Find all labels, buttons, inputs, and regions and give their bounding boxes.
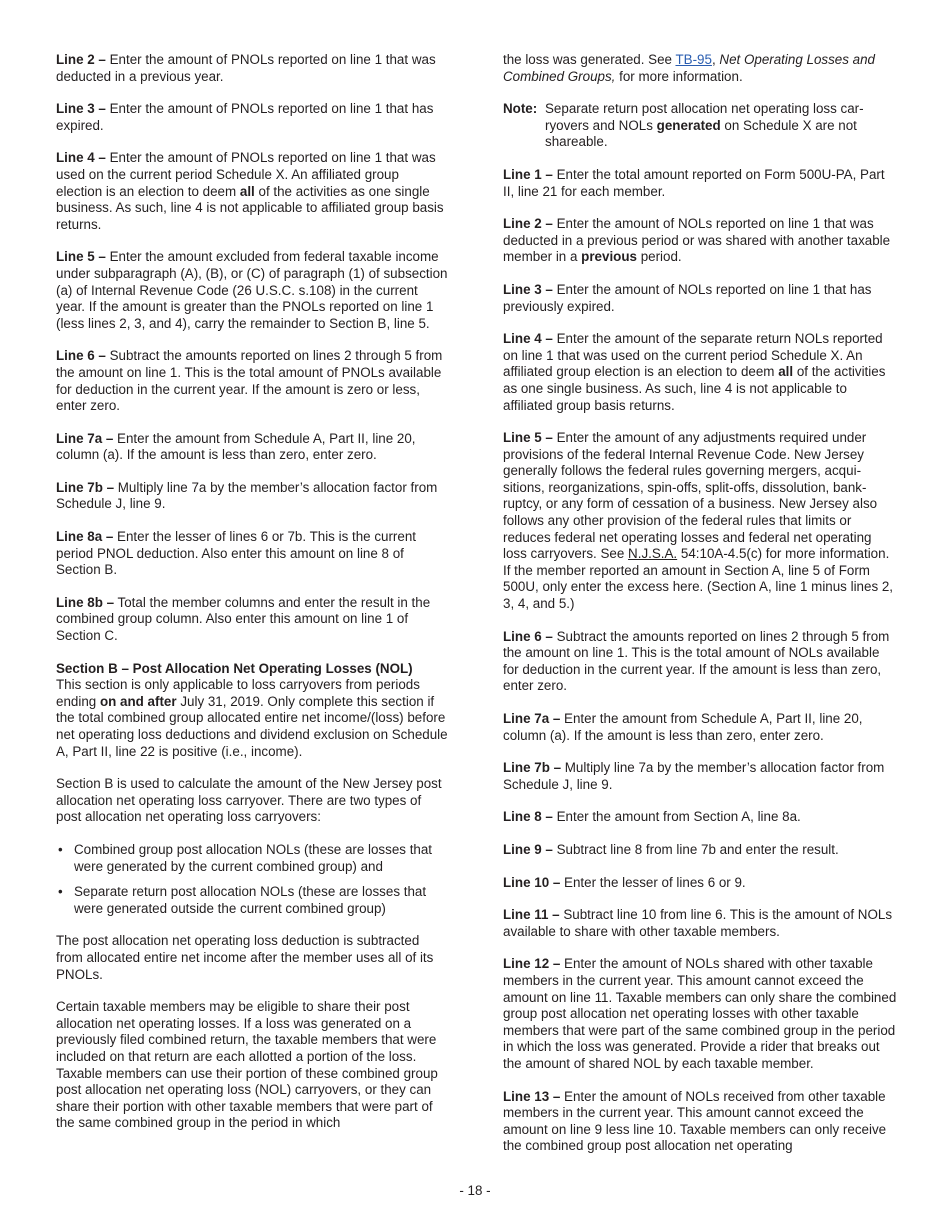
left-line-4: Line 4 – Enter the amount of PNOLs reported on line 1 that was used on the current period Schedule X. An affiliated group election is an election to deem all of the activities as one single business. As such, line 4 is not applicable to affiliated group basis returns. — [56, 150, 444, 232]
left-line-7b: Line 7b – Multiply line 7a by the member’s allocation factor from Schedule J, line 9. — [56, 479, 438, 512]
left-line-2: Line 2 – Enter the amount of PNOLs reported on line 1 that was deducted in a previous year. — [56, 52, 436, 84]
nol-types-list — [56, 842, 448, 917]
tb-95-link[interactable]: TB-95 — [675, 52, 712, 67]
right-column — [503, 52, 897, 1171]
left-line-8a: Line 8a – Enter the lesser of lines 6 or 7b. This is the current period PNOL deduction. Also enter this amount on line 8 of Section B. — [56, 529, 417, 578]
right-line-7a: Line 7a – Enter the amount from Schedule A, Part II, line 20, column (a). If the amount is less than zero, enter zero. — [503, 711, 863, 743]
list-item: • Combined group post allocation NOLs (these are losses that were generated by the current combined group) and — [58, 841, 433, 874]
bullet-icon: • — [58, 884, 63, 900]
left-line-8b: Line 8b – Total the member columns and enter the result in the combined group column. Also enter this amount on line 1 of Section C. — [56, 594, 431, 644]
right-line-10: Line 10 – Enter the lesser of lines 6 or 9. — [503, 874, 746, 890]
page-number: - 18 - — [459, 1183, 491, 1198]
left-line-3: Line 3 – Enter the amount of PNOLs reported on line 1 that has expired. — [56, 101, 434, 133]
right-line-6: Line 6 – Subtract the amounts reported on lines 2 through 5 from the amount on line 1. This is the total amount of NOLs available for deduction in the current year. If the amount is less than zero, enter zero. — [503, 628, 890, 694]
section-b-paragraph: The post allocation net operating loss deduction is subtracted from allocated entire net income after the member uses all of its PNOLs. — [56, 933, 434, 982]
continuation-paragraph: the loss was generated. See TB-95, Net Operating Losses and Combined Groups, for more information. — [503, 52, 875, 84]
right-line-5: Line 5 – Enter the amount of any adjustments required under provisions of the federal Internal Revenue Code. New Jersey generally follows the federal rules governing mergers, acquisitions, reorganizations, spin-offs, split-offs, dissolution, bankruptcy, or any form of cessation of a business. New Jersey also follows any other provision of the federal rules that limits or reduces federal net operating losses and federal net operating loss carryovers. See N.J.S.A. 54:10A-4.5(c) for more information. If the member reported an amount in Section A, line 5 of Form 500U, only enter the excess here. (Section A, line 1 minus lines 2, 3, 4, and 5.) — [503, 430, 894, 612]
section-b-paragraph: Certain taxable members may be eligible to share their post allocation net operating losses. If a loss was generated on a previously filed combined return, the taxable members that were included on that return are each allotted a portion of the loss. Taxable members can use their portion of these combined group post allocation net operating loss (NOL) carryovers, or they can share their portion with other taxable members that were part of the same combined group in the period in which — [56, 999, 438, 1131]
bullet-icon: • — [58, 841, 63, 857]
right-line-9: Line 9 – Subtract line 8 from line 7b and enter the result. — [503, 841, 839, 857]
section-b-intro: Section B – Post Allocation Net Operating Losses (NOL) This section is only applicable to loss carryovers from periods ending on and after July 31, 2019. Only complete this section if the total combined group allocated entire net income/(loss) before net operating loss deductions and dividend exclusion on Schedule A, Part II, line 22 is positive (i.e., income). — [56, 660, 448, 759]
section-b-heading: Section B – Post Allocation Net Operating Losses (NOL) — [56, 660, 413, 676]
left-column — [56, 52, 448, 1148]
right-line-2: Line 2 – Enter the amount of NOLs reported on line 1 that was deducted in a previous period or was shared with another taxable member in a previous period. — [503, 216, 891, 265]
right-line-13: Line 13 – Enter the amount of NOLs received from other taxable members in the current year. This amount cannot exceed the amount on line 9 less line 10. Taxable members can only receive the combined group post allocation net operating — [503, 1088, 887, 1154]
right-line-4: Line 4 – Enter the amount of the separate return NOLs reported on line 1 that was used on the current period Schedule X. An affiliated group election is an election to deem all of the activities as one single business. As such, line 4 is not applicable to affiliated group basis returns. — [503, 331, 886, 413]
note-block: Note: Separate return post allocation net operating loss carryovers and NOLs generated on Schedule X are not shareable. — [503, 101, 864, 150]
right-line-7b: Line 7b – Multiply line 7a by the member’s allocation factor from Schedule J, line 9. — [503, 760, 885, 792]
left-line-5: Line 5 – Enter the amount excluded from federal taxable income under subparagraph (A), (B), or (C) of paragraph (1) of subsection (a) of Internal Revenue Code (26 U.S.C. s.108) in the current year. If the amount is greater than the PNOLs reported on line 1 (less lines 2, 3, and 4), carry the remainder to Section B, line 5. — [56, 249, 448, 331]
right-line-3: Line 3 – Enter the amount of NOLs reported on line 1 that has previously expired. — [503, 281, 872, 314]
right-line-8: Line 8 – Enter the amount from Section A, line 8a. — [503, 809, 801, 825]
section-b-paragraph: Section B is used to calculate the amount of the New Jersey post allocation net operating loss carryover. There are two types of post allocation net operating loss carryovers: — [56, 776, 442, 825]
left-line-7a: Line 7a – Enter the amount from Schedule A, Part II, line 20, column (a). If the amount is less than zero, enter zero. — [56, 430, 416, 463]
right-line-1: Line 1 – Enter the total amount reported on Form 500U-PA, Part II, line 21 for each member. — [503, 166, 885, 199]
right-line-11: Line 11 – Subtract line 10 from line 6. This is the amount of NOLs available to share with other taxable members. — [503, 907, 893, 939]
right-line-12: Line 12 – Enter the amount of NOLs shared with other taxable members in the current year. This amount cannot exceed the amount on line 11. Taxable members can only share the combined group post allocation net operating losses with other taxable members that were part of the same combined group in the period in which the loss was generated. Provide a rider that breaks out the amount of shared NOL by each taxable member. — [503, 956, 897, 1071]
list-item: • Separate return post allocation NOLs (these are losses that were generated outside the current combined group) — [58, 884, 427, 916]
note-label: Note: — [503, 101, 538, 117]
left-line-6: Line 6 – Subtract the amounts reported on lines 2 through 5 from the amount on line 1. This is the total amount of PNOLs available for deduction in the current year. If the amount is zero or less, enter zero. — [56, 348, 443, 414]
